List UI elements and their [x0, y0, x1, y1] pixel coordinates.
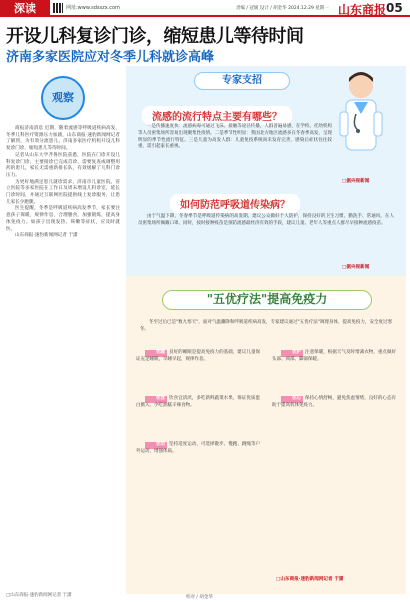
item-tag: 优动 [145, 442, 167, 449]
expert-panel [126, 66, 406, 276]
website-url: 网址:www.sdsszx.com [66, 5, 120, 11]
article-paragraph: 商报济南消息 近期，随着流感等呼吸道疾病高发，冬季儿科医疗资源压力加剧，山东商报·速豹新闻网记者了解到，为有效分流患儿，济南多家医疗机构开设儿科复诊门诊，缩短患儿等待时间。 [6, 126, 120, 152]
answer-2: 由于气温下降，冬春季节是呼吸道传染病的高发期。建议公众做好个人防护，保持良好的卫生习惯，勤洗手、常通风，在人员密集场所佩戴口罩。同时，按时接种疫苗是预防流感最经济有效的手段，建议儿童、老年人等重点人群尽早接种流感疫苗。 [138, 214, 394, 226]
editor-date-line: 责编 / 冠媛 设计 / 胡金华 2024.12.29 星期一 [236, 6, 329, 11]
section-label: 深读 [0, 0, 50, 17]
article-paragraph: 山东商报·速豹新闻网记者 于潇 [15, 233, 78, 239]
headline: 开设儿科复诊门诊，缩短患儿等待时间 [6, 26, 304, 47]
item-tag: 优护 [281, 350, 303, 357]
item-text: 良好的睡眠是提高免疫力的基础，建议儿童保证充足睡眠，早睡早起，规律作息。 [136, 350, 260, 362]
immunity-panel [126, 276, 406, 594]
right-column [126, 66, 406, 594]
right-footer-editor: 校对 / 胡金华 [186, 595, 213, 600]
observation-badge: 观察 [41, 76, 85, 120]
subheadline: 济南多家医院应对冬季儿科就诊高峰 [6, 50, 215, 65]
list-item [136, 442, 260, 456]
observation-column [4, 66, 122, 594]
item-tag: 优食 [145, 396, 167, 403]
question-1: 流感的流行特点主要有哪些？ [142, 106, 292, 125]
item-text: 饮食宜清淡，多吃新鲜蔬菜水果，保证优质蛋白摄入，少吃油腻辛辣食物。 [136, 396, 260, 408]
article-paragraph: 记者从山东大学齐鲁医院获悉，医院在门诊开设儿科复诊门诊，主要接诊已完成首诊、需要复查或调整用药的患儿，家长无需重新排长队，有效缓解了儿科门诊压力。 [6, 152, 120, 178]
item-tag: 优睡 [145, 350, 167, 357]
immunity-panel-title: "五优疗法"提高免疫力 [162, 290, 372, 310]
immunity-credit: □山东商报·速豹新闻网记者 于潇 [276, 577, 344, 582]
immunity-intro: 冬至过后已是"数九寒天"，面对气温骤降和呼吸道疾病高发，专家建议通过"五优疗法"调理身体，提高免疫力，安全度过寒冬。 [140, 320, 392, 332]
question-2: 如何防范呼吸道传染病？ [170, 194, 300, 213]
page-header-bar [0, 0, 410, 17]
item-tag: 优心 [281, 396, 303, 403]
list-item [272, 396, 396, 410]
qr-code-icon [53, 3, 63, 13]
article-paragraph: 为更好地满足患儿就诊需求，济南市儿童医院、省立医院等多家医院在工作日及周末增设儿科诊室，延长门诊时间，并通过互联网医院提供线上复诊服务，让患儿家长少跑腿。 [6, 179, 120, 205]
list-item [136, 350, 260, 364]
credit-2: □据央视新闻 [342, 265, 370, 270]
answer-1: 一是传播速度快：流感病毒可通过飞沫、接触等途径传播，人群普遍易感，在学校、托幼机构等人员密集场所容易出现聚集性疫情。二是季节性明显：我国北方地区流感多在冬春季高发，呈现明显的季节性流行特征。三是儿童为高发人群：儿童免疫系统尚未发育完善，感染后症状往往较重，需引起家长重视。 [138, 124, 332, 150]
newspaper-brand: 山东商报 [338, 3, 387, 17]
list-item [272, 350, 396, 364]
article-paragraph: 医生提醒，冬季是呼吸道疾病高发季节，家长要注意孩子保暖，规律作息，合理膳食，加强锻炼，提高身体免疫力。如孩子出现发热、咳嗽等症状，应及时就医。 [6, 206, 120, 232]
item-text: 注意保暖，根据天气及时增减衣物，重点做好头部、颈部、脚部保暖。 [272, 350, 396, 362]
credit-1: □据央视新闻 [342, 179, 370, 184]
left-footer-credit: □山东商报·速豹新闻网记者 于潇 [6, 593, 72, 598]
doctor-illustration-icon [332, 68, 390, 164]
item-text: 保持心情舒畅，避免焦虑情绪，良好的心态有助于提高机体免疫力。 [272, 396, 396, 408]
list-item [136, 396, 260, 410]
page-number: 05 [386, 1, 403, 15]
item-text: 坚持适度运动，可选择散步、慢跑、跳绳等户外运动，增强体质。 [136, 442, 260, 454]
expert-panel-title: 专家支招 [194, 72, 290, 90]
